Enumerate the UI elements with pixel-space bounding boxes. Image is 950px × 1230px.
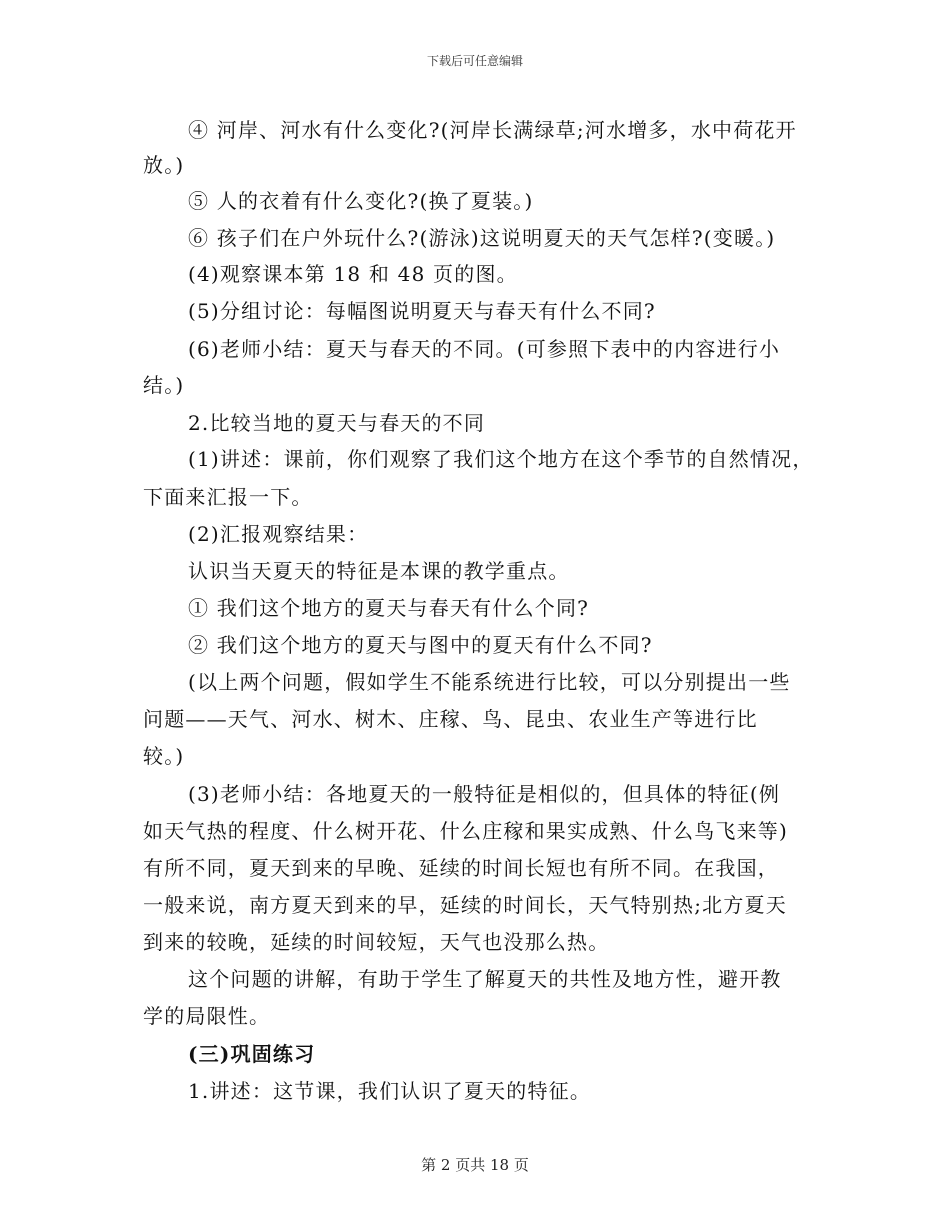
- text-line: 结。): [143, 373, 185, 397]
- text-line: 一般来说，南方夏天到来的早，延续的时间长，天气特别热;北方夏天: [143, 893, 787, 917]
- text-line: 2.比较当地的夏天与春天的不同: [188, 411, 486, 435]
- text-line: (4)观察课本第 18 和 48 页的图。: [188, 262, 518, 286]
- text-line: ① 我们这个地方的夏天与春天有什么个同?: [188, 596, 590, 620]
- text-line: 1.讲述：这节课，我们认识了夏天的特征。: [188, 1079, 592, 1103]
- text-line: 这个问题的讲解，有助于学生了解夏天的共性及地方性，避开教: [188, 967, 782, 991]
- text-line: ② 我们这个地方的夏天与图中的夏天有什么不同?: [188, 633, 653, 657]
- text-line: 较。): [143, 744, 185, 768]
- text-line: (5)分组讨论：每幅图说明夏天与春天有什么不同?: [188, 299, 656, 323]
- text-line: ⑤ 人的衣着有什么变化?(换了夏装。): [188, 189, 534, 213]
- text-line: 到来的较晚，延续的时间较短，天气也没那么热。: [143, 930, 610, 954]
- text-line: 放。): [143, 153, 185, 177]
- text-line: (6)老师小结：夏天与春天的不同。(可参照下表中的内容进行小: [188, 337, 781, 361]
- text-line: 如天气热的程度、什么树开花、什么庄稼和果实成熟、什么鸟飞来等): [143, 819, 789, 843]
- text-line: ⑥ 孩子们在户外玩什么?(游泳)这说明夏天的天气怎样?(变暖。): [188, 226, 776, 250]
- text-line: (2)汇报观察结果：: [188, 522, 369, 546]
- page-footer: 第 2 页共 18 页: [421, 1156, 529, 1174]
- text-line: (3)老师小结：各地夏天的一般特征是相似的，但具体的特征(例: [188, 782, 781, 806]
- text-line: 下面来汇报一下。: [143, 485, 313, 509]
- section-heading: (三)巩固练习: [188, 1042, 316, 1066]
- page-header: 下载后可任意编辑: [426, 54, 523, 68]
- text-line: 有所不同，夏天到来的早晚、延续的时间长短也有所不同。在我国，: [143, 856, 779, 880]
- text-line: 认识当天夏天的特征是本课的教学重点。: [188, 559, 570, 583]
- text-line: ④ 河岸、河水有什么变化?(河岸长满绿草;河水增多，水中荷花开: [188, 118, 797, 142]
- text-line: (以上两个问题，假如学生不能系统进行比较，可以分别提出一些: [188, 670, 791, 694]
- text-line: 问题——天气、河水、树木、庄稼、鸟、昆虫、农业生产等进行比: [143, 707, 758, 731]
- text-line: (1)讲述：课前，你们观察了我们这个地方在这个季节的自然情况，: [188, 447, 814, 471]
- text-line: 学的局限性。: [143, 1004, 271, 1028]
